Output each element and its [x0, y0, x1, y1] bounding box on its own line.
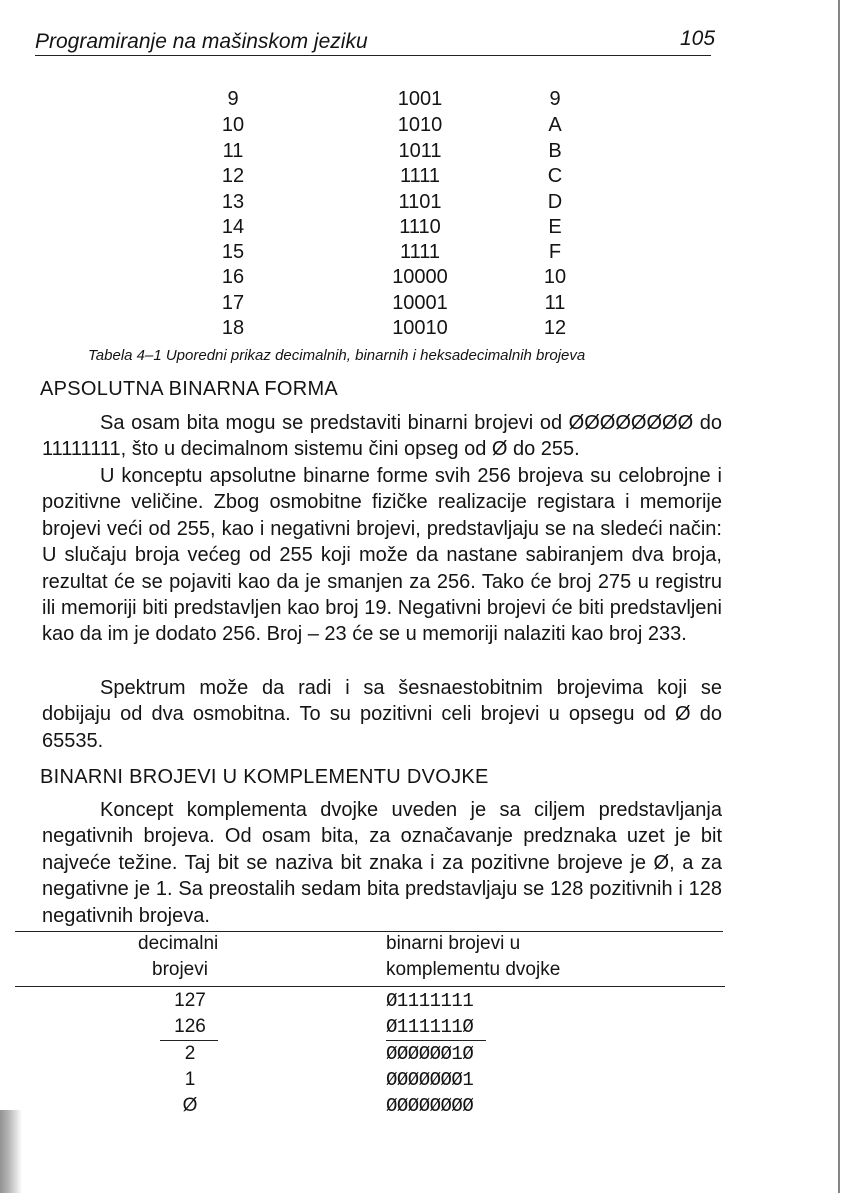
- decimal-cell: 14: [221, 216, 245, 238]
- conversion-row: [200, 292, 620, 318]
- row-separator: [160, 1040, 218, 1041]
- conversion-row: [200, 216, 620, 242]
- binary-cell: ØØØØØØØØ: [386, 1095, 474, 1117]
- decimal-cell: 18: [221, 317, 245, 339]
- column-header-decimal: brojevi: [152, 959, 208, 980]
- hex-cell: F: [548, 241, 562, 263]
- binary-cell: 1111: [399, 165, 441, 187]
- decimal-cell: 126: [174, 1016, 206, 1037]
- decimal-cell: 1: [184, 1069, 196, 1090]
- binary-cell: 1111: [399, 241, 441, 263]
- binary-cell: 10010: [392, 317, 448, 339]
- conversion-row: [200, 88, 620, 114]
- hex-cell: 10: [543, 266, 567, 288]
- binary-cell: Ø1111111: [386, 990, 474, 1012]
- section-heading-twos-complement: BINARNI BROJEVI U KOMPLEMENTU DVOJKE: [40, 766, 489, 788]
- decimal-cell: 11: [222, 140, 244, 162]
- binary-cell: ØØØØØØØ1: [386, 1069, 474, 1091]
- decimal-cell: 2: [184, 1043, 196, 1064]
- decimal-cell: 10: [221, 114, 245, 136]
- binary-cell: 1010: [397, 114, 443, 136]
- row-separator: [386, 1040, 486, 1041]
- column-header-decimal: decimalni: [138, 933, 219, 954]
- hex-cell: 12: [543, 317, 567, 339]
- conversion-row: [200, 114, 620, 140]
- binary-cell: Ø111111Ø: [386, 1016, 474, 1038]
- conversion-row: [200, 140, 620, 166]
- binary-cell: 1101: [398, 191, 442, 213]
- table-top-rule: [15, 931, 723, 932]
- column-header-binary: komplementu dvojke: [386, 959, 561, 980]
- hex-cell: E: [548, 216, 562, 238]
- decimal-cell: 12: [221, 165, 245, 187]
- paragraph: Sa osam bita mogu se predstaviti binarni brojevi od ØØØØØØØØ do 11111111, što u decimalnom sistemu čini opseg od Ø do 255.: [42, 412, 722, 461]
- hex-cell: 11: [544, 292, 566, 314]
- decimal-cell: 17: [221, 292, 245, 314]
- scan-binding-line: [838, 0, 840, 1193]
- paragraph: Koncept komplementa dvojke uveden je sa ciljem predstavljanja negativnih brojeva. Od osam bita, za označavanje predznaka uzet je bit najveće težine. Taj bit se naziva bit znaka i za pozitivne brojeve je Ø, a za negativne je 1. Sa preostalih sedam bita predstavljaju se 128 pozitivnih i 128 negativnih brojeva.: [42, 799, 722, 927]
- hex-cell: B: [548, 140, 562, 162]
- decimal-cell: 127: [174, 990, 206, 1011]
- conversion-row: [200, 191, 620, 217]
- table-caption: Tabela 4–1 Uporedni prikaz decimalnih, binarnih i heksadecimalnih brojeva: [88, 347, 586, 364]
- hex-cell: 9: [549, 88, 561, 110]
- hex-cell: C: [547, 165, 563, 187]
- binary-cell: ØØØØØØ1Ø: [386, 1043, 474, 1065]
- decimal-cell: 16: [221, 266, 245, 288]
- paragraph: U konceptu apsolutne binarne forme svih 256 brojeva su celobrojne i pozitivne veličine. Zbog osmobitne fizičke realizacije registara i memorije brojevi veći od 255, kao i negativni brojevi, predstavljaju se na sledeći način: U slučaju broja većeg od 255 koji može da nastane sabiranjem dva broja, rezultat će se pojaviti kao da je smanjen za 256. Tako će broj 275 u registru ili memoriji biti predstavljen kao broj 19. Negativni brojevi će biti predstavljeni kao da im je dodato 256. Broj – 23 će se u memoriji nalaziti kao broj 233.: [42, 465, 722, 646]
- binary-cell: 10001: [392, 292, 448, 314]
- conversion-row: [200, 165, 620, 191]
- header-rule: [35, 55, 711, 56]
- page-number: 105: [680, 27, 716, 50]
- binary-cell: 10000: [392, 266, 448, 288]
- paragraph: Spektrum može da radi i sa šesnaestobitnim brojevima koji se dobijaju od dva osmobitna. To su pozitivni celi brojevi u opsegu od Ø do 65535.: [42, 677, 722, 752]
- section-heading-absolute-binary: APSOLUTNA BINARNA FORMA: [40, 378, 339, 400]
- column-header-binary: binarni brojevi u: [386, 933, 521, 954]
- table-header-rule: [15, 986, 725, 987]
- decimal-cell: Ø: [182, 1095, 198, 1116]
- decimal-cell: 13: [221, 191, 245, 213]
- scan-edge-shadow: [0, 1110, 22, 1193]
- conversion-row: [200, 317, 620, 343]
- binary-cell: 1001: [397, 88, 443, 110]
- page-header-title: Programiranje na mašinskom jeziku: [35, 30, 368, 53]
- conversion-row: [200, 266, 620, 292]
- hex-cell: D: [547, 191, 563, 213]
- decimal-cell: 15: [221, 241, 245, 263]
- binary-cell: 1011: [398, 140, 442, 162]
- hex-cell: A: [548, 114, 562, 136]
- binary-cell: 1110: [399, 216, 441, 238]
- conversion-row: [200, 241, 620, 267]
- decimal-cell: 9: [227, 88, 239, 110]
